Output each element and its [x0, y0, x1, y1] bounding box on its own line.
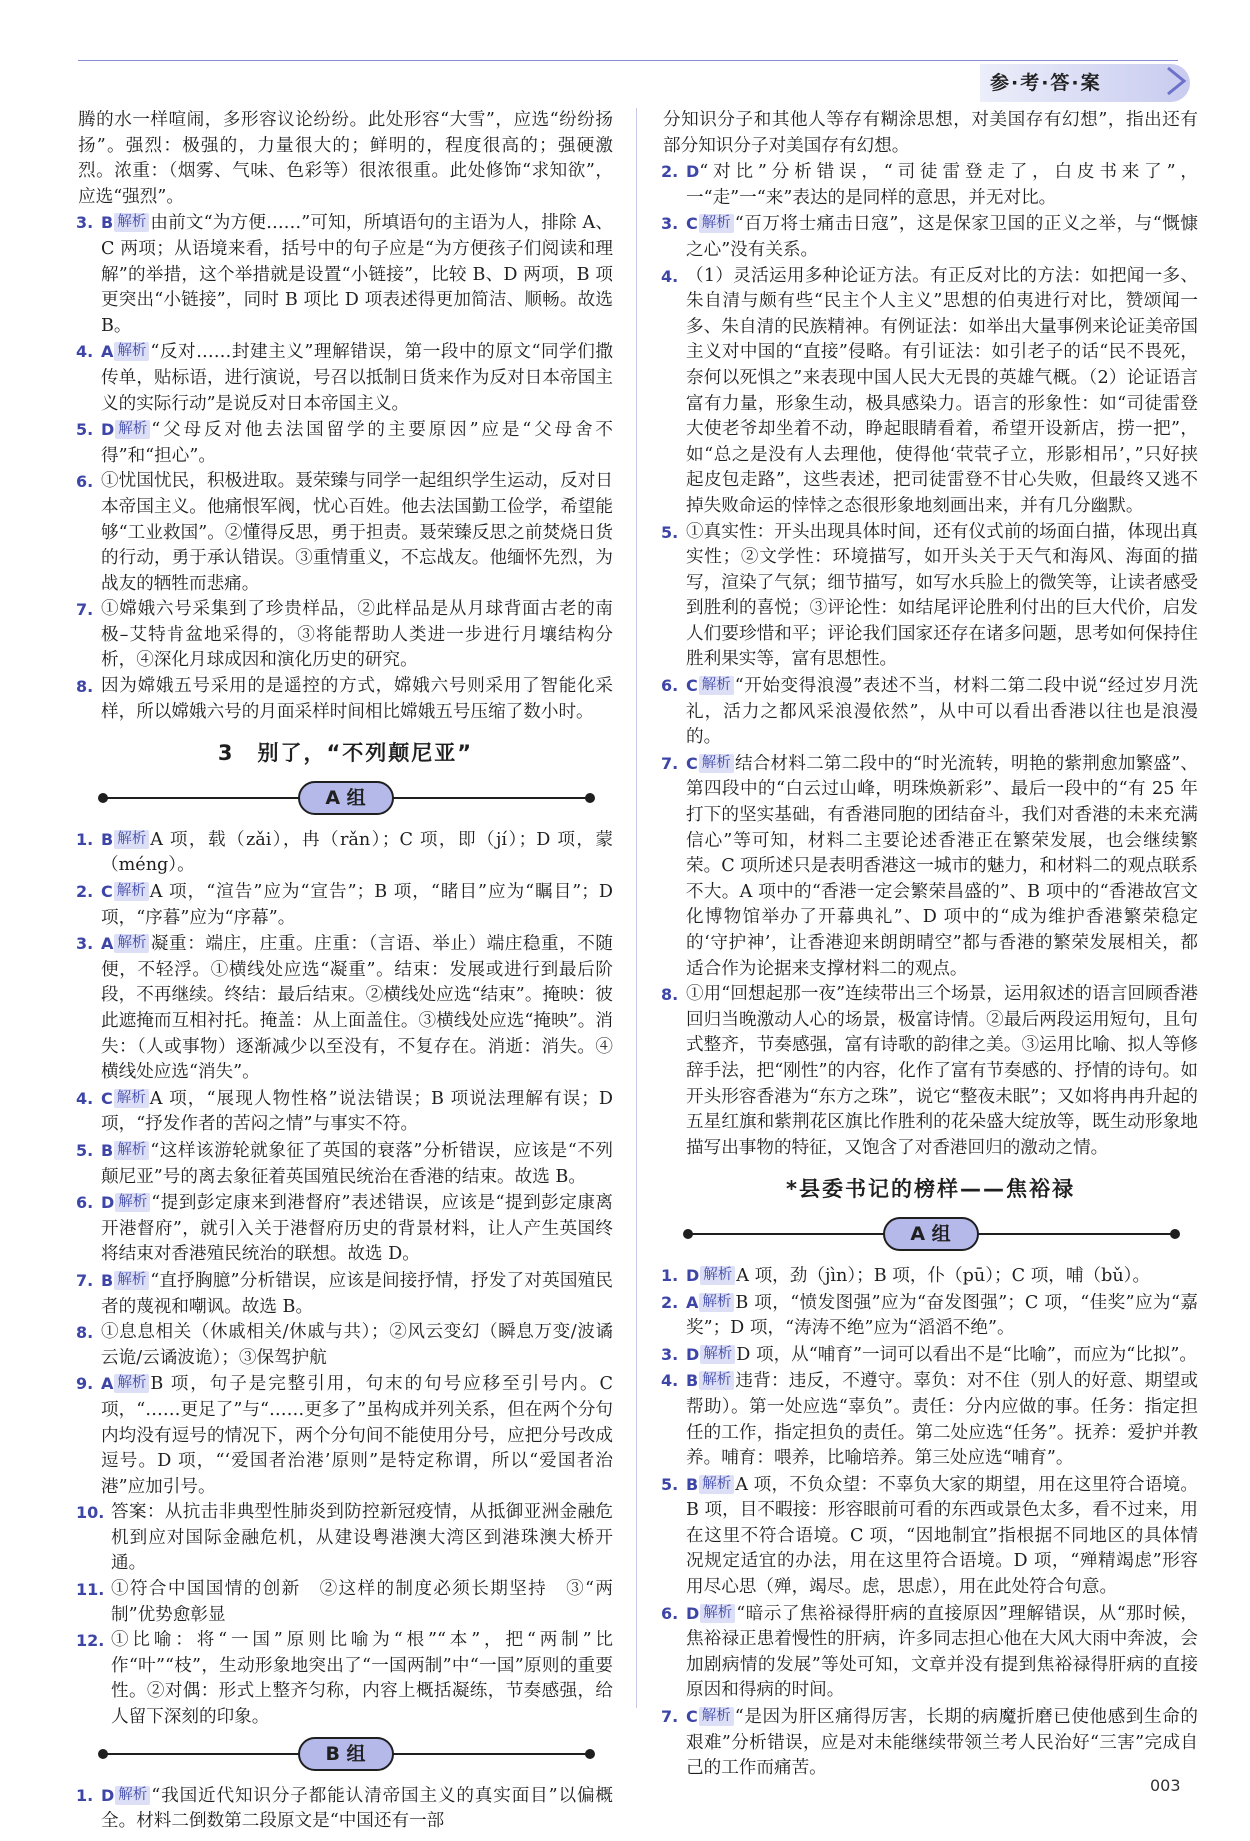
answer-item [663, 1368, 1198, 1471]
analysis-tag: 解析 [114, 1089, 149, 1108]
item-number: 1. [661, 1265, 679, 1285]
answer-item [78, 1628, 613, 1730]
left-intro: 腾的水一样喧闹，多形容议论纷纷。此处形容“大雪”，应选“纷纷扬扬”。强烈：极强的，力量很大的；鲜明的，程度很高的；强硬激烈。浓重：（烟雾、气味、色彩等）很浓很重。此处修饰“求知欲”，应选“强烈”。 [78, 110, 613, 207]
answer-item [663, 211, 1198, 263]
item-text: （1）灵活运用多种论证方法。有正反对比的方法：如把闻一多、朱自清与颇有些“民主个人主义”思想的伯夷进行对比，赞颂闻一多、朱自清的民族精神。有例证法：如举出大量事例来论证美帝国主义对中国的“直接”侵略。有引证法：如引老子的话“民不畏死，奈何以死惧之”来表现中国人民大无畏的英雄气概。（2）论证语言富有力量，形象生动，极具感染力。语言的形象性：如“司徒雷登大使老爷却坐着不动，睁起眼睛看着，希望开设新店，捞一把”，如“总之是没有人去理他，使得他‘茕茕孑立，形影相吊’，”只好挟起皮包走路”，这些表述，把司徒雷登不甘心失败，但最终又逃不掉失败命运的悻悻之态很形象地刻画出来，并有几分幽默。 [686, 265, 1198, 516]
item-text: “父母反对他去法国留学的主要原因”应是“父母舍不得”和“担心”。 [101, 420, 613, 466]
answer-item [78, 469, 613, 597]
answer-letter: D [686, 1265, 700, 1285]
item-number: 9. [76, 1374, 94, 1394]
answer-item [663, 520, 1198, 674]
item-number: 12. [76, 1631, 105, 1651]
item-text: “对比”分析错误，“司徒雷登走了，白皮书来了”，一“走”一“来”表达的是同样的意思，并无对比。 [686, 162, 1198, 208]
answer-letter: D [686, 1603, 700, 1623]
item-number: 7. [76, 600, 94, 620]
analysis-tag: 解析 [115, 420, 150, 439]
item-text: ①息息相关（休戚相关/休戚与共）；②风云变幻（瞬息万变/波谲云诡/云谲波诡）；③保驾护航 [101, 1322, 613, 1368]
item-number: 3. [661, 214, 679, 234]
answer-letter: A [101, 934, 114, 954]
answer-letter: B [101, 1140, 114, 1160]
item-text: “我国近代知识分子都能认清帝国主义的真实面目”以偏概全。材料二倒数第二段原文是“中国还有一部 [101, 1785, 613, 1832]
group-a-label-right: A 组 [883, 1217, 979, 1251]
left-items-2 [78, 827, 613, 1731]
answer-letter: A [101, 342, 114, 362]
item-number: 1. [76, 1785, 94, 1805]
analysis-tag: 解析 [699, 1293, 734, 1312]
item-text: ①忧国忧民，积极进取。聂荣臻与同学一起组织学生运动，反对日本帝国主义。他痛恨军阀，忧心百姓。他去法国勤工俭学，希望能够“工业救国”。②懂得反思，勇于担责。聂荣臻反思之前焚烧日货的行动，勇于承认错误。③重情重义，不忘战友。他缅怀先烈，为战友的牺牲而悲痛。 [101, 471, 613, 594]
left-column [78, 108, 613, 1835]
answer-letter: C [686, 214, 698, 234]
item-text: 违背：违反，不遵守。辜负：对不住（别人的好意、期望或帮助）。第一处应选“辜负”。责任：分内应做的事。任务：指定担任的工作，指定担负的责任。第二处应选“任务”。抚养：爱护并教养。哺育：喂养，比喻培养。第三处应选“哺育”。 [686, 1371, 1198, 1469]
answer-item [663, 1342, 1198, 1369]
item-text: 因为嫦娥五号采用的是遥控的方式，嫦娥六号则采用了智能化采样，所以嫦娥六号的月面采样时间相比嫦娥五号压缩了数小时。 [101, 676, 613, 722]
answer-item [663, 673, 1198, 751]
answer-letter: B [101, 213, 114, 233]
answer-letter: C [101, 882, 113, 902]
analysis-tag: 解析 [700, 1266, 735, 1285]
answer-item [663, 1601, 1198, 1704]
item-text: ①符合中国国情的创新 ②这样的制度必须长期坚持 ③“两制”优势愈彰显 [111, 1579, 613, 1625]
analysis-tag: 解析 [699, 676, 734, 695]
left-items-1 [78, 210, 613, 725]
analysis-tag: 解析 [114, 882, 149, 901]
item-text: ①嫦娥六号采集到了珍贵样品，②此样品是从月球背面古老的南极–艾特肯盆地采得的，③将能帮助人类进一步进行月壤结构分析，④深化月球成因和演化历史的研究。 [101, 599, 613, 671]
answer-item [78, 1320, 613, 1371]
group-a-label: A 组 [298, 781, 394, 815]
item-number: 11. [76, 1580, 105, 1600]
analysis-tag: 解析 [115, 1786, 150, 1805]
analysis-tag: 解析 [114, 1271, 149, 1290]
item-text: 答案：从抗击非典型性肺炎到防控新冠疫情，从抵御亚洲金融危机到应对国际金融危机，从建设粤港澳大湾区到港珠澳大桥开通。 [111, 1502, 613, 1574]
header-rule [78, 60, 1178, 61]
answer-letter: D [101, 1193, 115, 1213]
analysis-tag: 解析 [114, 934, 149, 953]
answer-item [663, 159, 1198, 211]
answer-item [78, 210, 613, 339]
item-text: ①比喻：将“一国”原则比喻为“根”“本”，把“两制”比作“叶”“枝”，生动形象地突出了“一国两制”中“一国”原则的重要性。②对偶：形式上整齐匀称，内容上概括凝练，节奏感强，给人留下深刻的印象。 [111, 1630, 613, 1728]
answer-item [78, 1371, 613, 1500]
item-text: A 项，不负众望：不辜负大家的期望，用在这里符合语境。B 项，目不暇接：形容眼前可看的东西或景色太多，看不过来，用在这里不符合语境。C 项，“因地制宜”指根据不同地区的具体情况规定适宜的办法，用在这里符合语境。D 项，“殚精竭虑”形容用尽心思（殚，竭尽。虑，思虑），用在此处符合句意。 [686, 1474, 1198, 1598]
analysis-tag: 解析 [699, 1707, 734, 1726]
item-number: 8. [661, 985, 679, 1005]
answer-item [663, 982, 1198, 1161]
item-text: “百万将士痛击日寇”，这是保家卫国的正义之举，与“慨慷之心”没有关系。 [686, 214, 1198, 260]
item-number: 4. [76, 342, 94, 362]
item-text: B 项，“愤发图强”应为“奋发图强”；C 项，“佳奖”应为“嘉奖”；D 项，“涛涛不绝”应为“滔滔不绝”。 [686, 1292, 1198, 1339]
answer-letter: A [101, 1374, 114, 1394]
right-intro: 分知识分子和其他人等存有糊涂思想，对美国存有幻想”，指出还有部分知识分子对美国存有幻想。 [663, 110, 1198, 156]
answer-item [78, 417, 613, 469]
item-number: 8. [76, 1323, 94, 1343]
analysis-tag: 解析 [115, 1193, 150, 1212]
item-number: 6. [661, 1603, 679, 1623]
item-number: 5. [76, 1140, 94, 1160]
answer-item [78, 1577, 613, 1628]
analysis-tag: 解析 [699, 1371, 734, 1390]
answer-item [78, 1138, 613, 1190]
analysis-tag: 解析 [114, 342, 149, 361]
answer-letter: B [101, 829, 114, 849]
item-number: 6. [76, 472, 94, 492]
answer-letter: A [686, 1292, 699, 1312]
answer-item [78, 1500, 613, 1577]
answer-item [78, 879, 613, 931]
answer-letter: C [686, 676, 698, 696]
item-text: “暗示了焦裕禄得肝病的直接原因”理解错误，从“那时候，焦裕禄正患着慢性的肝病，许多同志担心他在大风大雨中奔波，会加剧病情的发展”等处可知，文章并没有提到焦裕禄得肝病的直接原因和得病的时间。 [686, 1603, 1198, 1701]
item-number: 2. [76, 882, 94, 902]
section-title-bulaidianiya: 3 别了，“不列颠尼亚” [217, 741, 474, 766]
answer-item [78, 1190, 613, 1268]
item-number: 8. [76, 677, 94, 697]
analysis-tag: 解析 [699, 214, 734, 233]
item-text: B 项，句子是完整引用，句末的句号应移至引号内。C 项，“……更足了”与“……更多了”虽构成并列关系，但在两个分句内均没有逗号的情况下，两个分句间不能使用分号，应把分号改成逗号。D 项，“‘爱国者治港’原则”是特定称谓，所以“爱国者治港”应加引号。 [101, 1374, 613, 1497]
analysis-tag: 解析 [114, 830, 149, 849]
answer-item [78, 674, 613, 725]
item-number: 3. [76, 934, 94, 954]
left-items-3 [78, 1783, 613, 1835]
item-text: ①真实性：开头出现具体时间，还有仪式前的场面白描，体现出真实性；②文学性：环境描写，如开头关于天气和海风、海面的描写，渲染了气氛；细节描写，如写水兵脸上的微笑等，让读者感受到胜利的喜悦；③评论性：如结尾评论胜利付出的巨大代价，启发人们要珍惜和平；评论我们国家还存在诸多问题，思考如何保持住胜利果实等，富有思想性。 [686, 521, 1198, 670]
answer-item [663, 1704, 1198, 1782]
answer-letter: B [686, 1474, 699, 1494]
header-label: 参·考·答·案 [990, 72, 1102, 94]
item-number: 4. [661, 1371, 679, 1391]
analysis-tag: 解析 [114, 1141, 149, 1160]
item-text: A 项，劲（jìn）；B 项，仆（pū）；C 项，哺（bǔ）。 [736, 1265, 1151, 1286]
item-text: “直抒胸臆”分析错误，应该是间接抒情，抒发了对英国殖民者的蔑视和嘲讽。故选 B。 [101, 1270, 613, 1317]
analysis-tag: 解析 [700, 1604, 735, 1623]
item-text: “反对……封建主义”理解错误，第一段中的原文“同学们撒传单，贴标语，进行演说，号召以抵制日货来作为反对日本帝国主义的实际行动”是说反对日本帝国主义。 [101, 342, 613, 414]
item-text: A 项，“渲告”应为“宣告”；B 项，“睹目”应为“瞩目”；D 项，“序暮”应为“序幕”。 [101, 882, 613, 928]
item-number: 6. [661, 676, 679, 696]
answer-letter: B [101, 1270, 114, 1290]
answer-item [663, 1290, 1198, 1342]
column-divider [636, 108, 637, 1708]
answer-letter: C [686, 1707, 698, 1727]
answer-letter: C [686, 753, 698, 773]
right-items-1 [663, 159, 1198, 1161]
answer-item [663, 1472, 1198, 1601]
section-title-jiaoyulu: *县委书记的榜样——焦裕禄 [786, 1177, 1075, 1202]
item-number: 5. [661, 1474, 679, 1494]
group-b-divider [78, 1737, 613, 1771]
item-text: 结合材料二第二段中的“时光流转，明艳的紫荆愈加繁盛”、第四段中的“白云过山峰，明珠焕新彩”、最后一段中的“有 25 年打下的坚实基础，有香港同胞的团结奋斗，我们对香港的未来充满信心”等可知，材料二主要论述香港正在繁荣发展，也会继续繁荣。C 项所述只是表明香港这一城市的魅力，和材料二的观点联系不大。A 项中的“香港一定会繁荣昌盛的”、B 项中的“香港故宫文化博物馆举办了开幕典礼”、D 项中的“成为维护香港繁荣稳定的‘守护神’，让香港迎来朗朗晴空”都与香港的繁荣发展相关，都适合作为论据来支撑材料二的观点。 [686, 753, 1198, 979]
item-number: 6. [76, 1193, 94, 1213]
item-number: 7. [76, 1270, 94, 1290]
analysis-tag: 解析 [700, 1345, 735, 1364]
item-number: 2. [661, 162, 679, 182]
answer-letter: D [686, 162, 700, 182]
answer-item [663, 264, 1198, 520]
analysis-tag: 解析 [699, 1475, 734, 1494]
answer-item [663, 1263, 1198, 1290]
item-text: “是因为肝区痛得厉害，长期的病魔折磨已使他感到生命的艰难”分析错误，应是对未能继续带领兰考人民治好“三害”完成自己的工作而痛苦。 [686, 1707, 1198, 1779]
item-number: 3. [661, 1344, 679, 1364]
answer-letter: D [101, 1785, 115, 1805]
item-number: 4. [661, 266, 679, 286]
analysis-tag: 解析 [114, 213, 149, 232]
item-text: 由前文“为方便……”可知，所填语句的主语为人，排除 A、C 两项；从语境来看，括号中的句子应是“为方便孩子们阅读和理解”的举措，这个举措就是设置“小链接”，比较 B、D 两项，B 项更突出“小链接”，同时 B 项比 D 项表述得更加简洁、顺畅。故选 B。 [101, 213, 613, 336]
right-column [663, 108, 1198, 1782]
item-text: ①用“回想起那一夜”连续带出三个场景，运用叙述的语言回顾香港回归当晚激动人心的场景，极富诗情。②最后两段运用短句，且句式整齐，节奏感强，富有诗歌的韵律之美。③运用比喻、拟人等修辞手法，把“刚性”的内容，化作了富有节奏感的、抒情的诗句。如开头形容香港为“东方之珠”，说它“整夜未眠”；又如将冉冉升起的五星红旗和紫荆花区旗比作胜利的花朵盛大绽放等，既生动形象地描写出事物的特征，又饱含了对香港回归的激动之情。 [686, 984, 1198, 1158]
page-header [0, 28, 1250, 94]
answer-item [663, 751, 1198, 982]
item-number: 3. [76, 213, 94, 233]
answer-letter: B [686, 1371, 699, 1391]
answer-letter: C [101, 1088, 113, 1108]
group-a-divider-right [663, 1217, 1198, 1251]
item-text: “这样该游轮就象征了英国的衰落”分析错误，应该是“不列颠尼亚”号的离去象征着英国殖民统治在香港的结束。故选 B。 [101, 1140, 613, 1187]
answer-letter: D [686, 1344, 700, 1364]
item-text: “提到彭定康来到港督府”表述错误，应该是“提到彭定康离开港督府”，就引入关于港督府历史的背景材料，让人产生英国终将结束对香港殖民统治的联想。故选 D。 [101, 1193, 613, 1265]
item-number: 5. [76, 420, 94, 440]
item-text: D 项，从“哺育”一词可以看出不是“比喻”，而应为“比拟”。 [736, 1344, 1198, 1365]
item-number: 10. [76, 1503, 105, 1523]
answer-item [78, 1268, 613, 1320]
right-items-2 [663, 1263, 1198, 1782]
item-number: 7. [661, 1707, 679, 1727]
answer-letter: D [101, 420, 115, 440]
group-b-label: B 组 [298, 1737, 394, 1771]
item-number: 7. [661, 753, 679, 773]
item-number: 4. [76, 1088, 94, 1108]
item-number: 2. [661, 1292, 679, 1312]
chevron-right-icon [1160, 64, 1194, 98]
analysis-tag: 解析 [699, 754, 734, 773]
answer-item [78, 1086, 613, 1138]
page-number: 003 [1150, 1776, 1181, 1795]
item-number: 5. [661, 522, 679, 542]
answer-item [78, 1783, 613, 1835]
answer-item [78, 597, 613, 674]
item-text: “开始变得浪漫”表述不当，材料二第二段中说“经过岁月洗礼，活力之都风采浪漫依然”，从中可以看出香港以往也是浪漫的。 [686, 676, 1198, 748]
group-a-divider [78, 781, 613, 815]
item-text: A 项，载（zǎi），冉（rǎn）；C 项，即（jí）；D 项，蒙（méng）。 [101, 829, 613, 876]
analysis-tag: 解析 [114, 1374, 149, 1393]
answer-item [78, 827, 613, 879]
item-number: 1. [76, 829, 94, 849]
item-text: 凝重：端庄，庄重。庄重：（言语、举止）端庄稳重，不随便，不轻浮。①横线处应选“凝重”。结束：发展或进行到最后阶段，不再继续。终结：最后结束。②横线处应选“结束”。掩映：彼此遮掩而互相衬托。掩盖：从上面盖住。③横线处应选“掩映”。消失：（人或事物）逐渐减少以至没有，不复存在。消逝：消失。④横线处应选“消失”。 [101, 934, 613, 1083]
answer-item [78, 931, 613, 1086]
item-text: A 项，“展现人物性格”说法错误；B 项说法理解有误；D 项，“抒发作者的苦闷之情”与事实不符。 [101, 1088, 613, 1135]
answer-item [78, 339, 613, 417]
